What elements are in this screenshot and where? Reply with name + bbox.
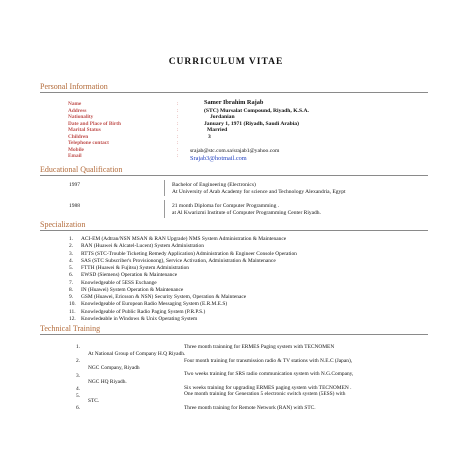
training-text: Three month training for Remote Network (RAN) with STC. [184,405,316,411]
training-text: Two weeks training for SRS radio communication system with N.G.Company, [184,371,354,377]
field-colon: : [177,146,179,153]
field-value-birth: January 1, 1971 (Riyadh, Saudi Arabia) [204,120,299,127]
field-label-email: Email [68,153,82,159]
list-item: 9. GSM (Huawei, Ericsson & NSN) Security System, Operation & Maintenace [69,294,247,300]
field-label-children: Children [68,133,89,140]
education-degree: Bachelor of Engineering (Electronics) [172,182,256,188]
field-colon: : [177,133,179,140]
list-item: 2. RAN (Huawei & Alcatel-Lucent) System Administration [69,243,204,250]
training-number: 5. [76,392,81,399]
list-item: 12. Knowledeable in Windows & Unix Operating System [69,315,198,322]
list-item: 11. Knowledgeable of Public Radio Paging System (P.R.P.S.) [69,308,206,315]
list-item: 8. IN (Huawei) System Operation & Maintenance [69,286,184,293]
field-colon: : [177,101,179,107]
list-item: 10. Knowledgeable of European Radio Messaging System (E.R.M.E.S) [69,301,228,308]
specialization-list [69,236,297,323]
field-colon: : [177,140,179,146]
section-heading-education: Educational Qualification [40,165,428,176]
section-heading-personal: Personal Information [40,82,428,93]
training-text: Six weeks training for upgrading ERMES paging system with TECNOMEN . [184,385,352,391]
education-institution: at Al Kwarizmi Institute of Computer Programming Center Riyadh. [172,210,321,216]
email-link[interactable]: Srajab3@hotmail.com [190,154,247,162]
field-colon: : [177,120,179,127]
training-text-cont: STC. [88,398,100,404]
field-label-telephone: Telephone contact [68,140,109,146]
section-heading-specialization: Specialization [40,220,428,231]
list-item: 4. SAS (STC Subscriber's Provisionong), Service Activation, Administration & Maintenance [69,257,276,264]
field-value-children: 3 [208,133,211,140]
field-colon: : [177,153,179,159]
training-number: 2. [76,358,81,364]
field-colon: : [177,114,179,120]
training-text: Three month trainning for ERMES Paging system with TECNOMEN [184,344,335,350]
field-label-nationality: Nationality [68,114,94,120]
education-divider [164,200,165,218]
list-item: 3. RTTS (STC-Trouble Ticketing Remedy Application) Administration & Engineer Console Operation [69,250,297,257]
education-year: 1997 [69,182,80,188]
field-value-nationality: Jordanian [210,114,235,120]
education-year: 1988 [69,203,80,209]
field-label-marital: Marital Status [68,127,101,133]
training-number: 3. [76,373,81,379]
training-text-cont: NGC Company, Riyadh [88,365,140,371]
education-institution: At University of Arab Academy for science and Technology Alexandria, Egypt [172,189,346,195]
field-value-email: srajab@stc.com.sa/srajab1@yahoo.com [190,148,280,154]
field-label-mobile: Mobile [68,146,84,153]
education-degree: 21 month Diploma for Computer Programming . [172,203,280,209]
education-divider [164,180,165,196]
field-value-address: (STC) Mursalat Compound, Riyadh, K.S.A. [204,107,309,114]
training-text-cont: NGC HQ Riyadh. [88,379,127,385]
training-text: Four month training for transmission radio & TV stations with N.E.C (Japan), [184,358,353,364]
field-value-marital: Married [207,127,228,133]
list-item: 5. FTTH (Huawei & Fujitsu) System Administration [69,265,189,271]
field-colon: : [177,127,179,133]
training-number: 6. [76,405,81,411]
field-label-name: Name [68,101,82,107]
training-text-cont: At National Group of Company H.Q Riyadh. [88,350,186,357]
field-label-birth: Date and Place of Birth [68,120,121,127]
list-item: 7. Knowledgeable of 5ESS Exchange [69,279,157,286]
training-number: 1. [76,344,81,350]
training-number: 4. [76,386,81,392]
field-value-name: Samer Ibrahim Rajab [204,99,264,106]
field-colon: : [177,107,179,114]
section-heading-training: Technical Training [40,324,428,335]
training-text: One month training for Generation 5 electronic switch system (5ESS) with [184,391,346,397]
list-item: 1. ACI-EM (Adtran/NSN MSAN & RAN Upgrade) NMS System Administration & Maintenance [69,236,287,242]
document-title: CURRICULUM VITAE [168,57,284,67]
list-item: 6. EWSD (Siemens) Operation & Maintenance [69,272,178,279]
field-label-address: Address [68,107,87,114]
